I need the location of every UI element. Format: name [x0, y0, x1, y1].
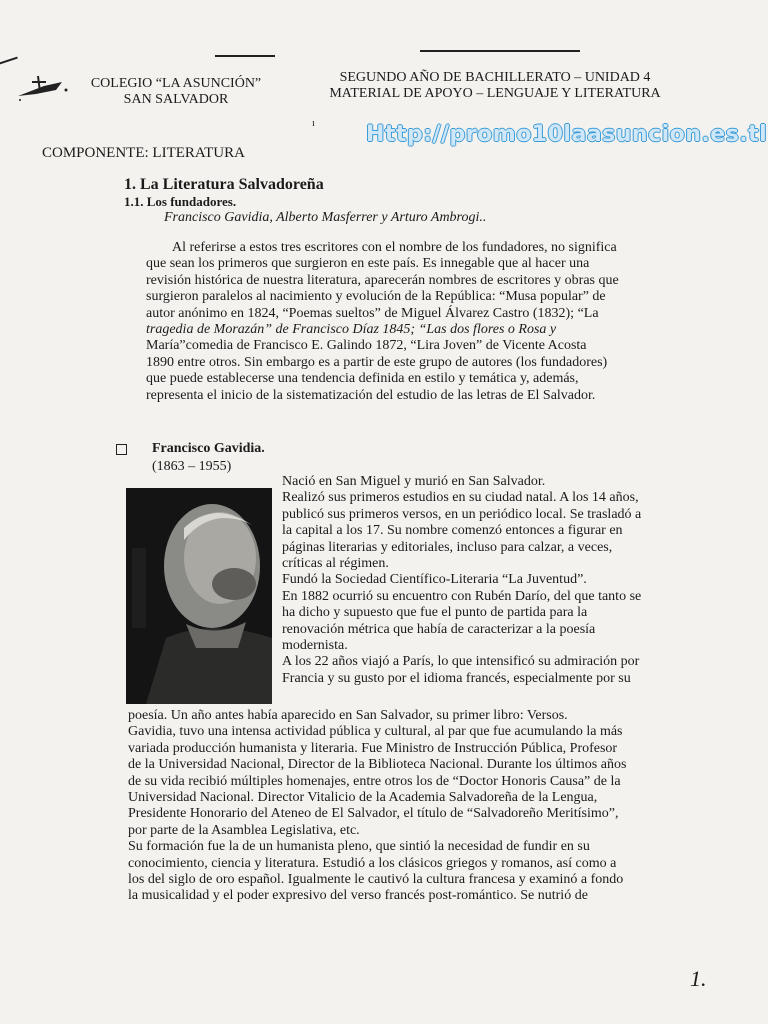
intro-line: surgieron paralelos al nacimiento y evolución de la República: “Musa popular” de: [146, 289, 606, 305]
intro-line: autor anónimo en 1824, “Poemas sueltos” de Miguel Álvarez Castro (1832); “La: [146, 305, 599, 321]
watermark-url: Http://promo10laasuncion.es.tl: [366, 122, 768, 147]
bio-line: Gavidia, tuvo una intensa actividad pública y cultural, al par que fue acumulando la más: [128, 724, 623, 740]
school-name: COLEGIO “LA ASUNCIÓN”: [90, 76, 262, 91]
bio-line: por parte de la Asamblea Legislativa, etc.: [128, 822, 360, 838]
bio-line: renovación métrica que había de caracterizar a la poesía: [282, 621, 596, 637]
bio-line: páginas literarias y editoriales, incluso para calzar, a veces,: [282, 539, 613, 555]
intro-line: representa el inicio de la sistematización del estudio de las letras de El Salvador.: [146, 387, 596, 403]
author-dates: (1863 – 1955): [152, 459, 232, 474]
course-title: SEGUNDO AÑO DE BACHILLERATO – UNIDAD 4: [339, 70, 651, 85]
scan-mark: [215, 55, 275, 57]
author-portrait: [126, 488, 272, 704]
founders-list: Francisco Gavidia, Alberto Masferrer y Arturo Ambrogi..: [164, 210, 487, 225]
bio-line: Francia y su gusto por el idioma francés, especialmente por su: [282, 670, 631, 686]
tick-mark: ı: [312, 118, 315, 129]
bio-line: publicó sus primeros versos, en un periódico local. Se trasladó a: [282, 506, 642, 522]
bio-line: la capital a los 17. Su nombre comenzó entonces a figurar en: [282, 523, 623, 539]
school-logo-icon: [14, 72, 72, 104]
bio-line: conocimiento, ciencia y literatura. Estudió a los clásicos griegos y romanos, así como a: [128, 855, 617, 871]
bio-line: críticas al régimen.: [282, 556, 389, 572]
intro-line: que sean los primeros que surgieron en este país. Es innegable que al hacer una: [146, 256, 590, 272]
intro-line: revisión histórica de nuestra literatura, aparecerán nombres de escritores y obras que: [146, 272, 619, 288]
componente-label: COMPONENTE: LITERATURA: [42, 145, 245, 161]
bio-line: Presidente Honorario del Ateneo de El Salvador, el título de “Salvadoreño Meritísimo”,: [128, 806, 619, 822]
intro-line: Al referirse a estos tres escritores con el nombre de los fundadores, no significa: [172, 240, 617, 255]
bio-line: variada producción humanista y literaria. Fue Ministro de Instrucción Pública, Profesor: [128, 740, 618, 756]
scan-mark: [420, 50, 580, 52]
course-subtitle: MATERIAL DE APOYO – LENGUAJE Y LITERATURA: [329, 86, 661, 101]
intro-paragraph: [146, 240, 686, 404]
bio-line: modernista.: [282, 638, 348, 654]
checkbox-bullet-icon: [116, 444, 127, 455]
bio-line: la musicalidad y el poder expresivo del verso francés post-romántico. Se nutrió de: [128, 888, 588, 904]
scan-mark: [0, 57, 18, 66]
intro-line: tragedia de Morazán” de Francisco Díaz 1845; “Las dos flores o Rosa y: [146, 322, 557, 338]
bio-line: de su vida recibió múltiples homenajes, entre otros los de “Doctor Honoris Causa” de la: [128, 773, 621, 789]
bio-line: Fundó la Sociedad Científico-Literaria “La Juventud”.: [282, 572, 587, 588]
bio-line: Nació en San Miguel y murió en San Salvador.: [282, 474, 546, 489]
bio-line: A los 22 años viajó a París, lo que intensificó su admiración por: [282, 654, 640, 670]
bio-line: ha dicho y supuesto que fue el punto de partida para la: [282, 605, 588, 621]
section-subtitle: 1.1. Los fundadores.: [124, 194, 237, 209]
section-title: 1. La Literatura Salvadoreña: [124, 176, 324, 193]
intro-line: que puede establecerse una tendencia definida en estilo y temática y, además,: [146, 371, 579, 387]
school-city: SAN SALVADOR: [123, 92, 229, 107]
bio-line: los del siglo de oro español. Igualmente le cautivó la cultura francesa y examinó a fondo: [128, 872, 624, 888]
bio-line: Universidad Nacional. Director Vitalicio de la Academia Salvadoreña de la Lengua,: [128, 790, 598, 806]
bio-line: En 1882 ocurrió su encuentro con Rubén Darío, del que tanto se: [282, 588, 642, 604]
author-name: Francisco Gavidia.: [152, 441, 265, 456]
intro-line: María”comedia de Francisco E. Galindo 1872, “Lira Joven” de Vicente Acosta: [146, 338, 587, 354]
bio-line: Su formación fue la de un humanista pleno, que sintió la necesidad de fundir en su: [128, 839, 590, 855]
bio-line: poesía. Un año antes había aparecido en San Salvador, su primer libro: Versos.: [128, 708, 568, 723]
bio-line: Realizó sus primeros estudios en su ciudad natal. A los 14 años,: [282, 490, 639, 506]
biography-full: [128, 708, 688, 905]
biography-side: [282, 474, 686, 687]
bio-line: de la Universidad Nacional, Director de la Biblioteca Nacional. Durante los últimos años: [128, 757, 627, 773]
page-number: 1.: [690, 966, 707, 991]
intro-line: 1890 entre otros. Sin embargo es a partir de este grupo de autores (los fundadores): [146, 354, 608, 370]
